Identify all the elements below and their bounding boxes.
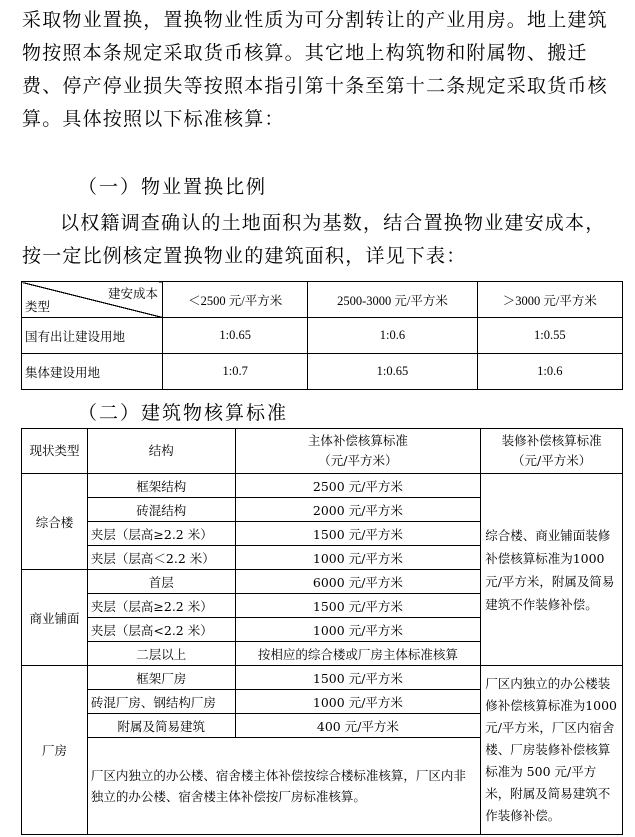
table-row — [22, 354, 623, 390]
ratio-value: 1:0.7 — [163, 354, 308, 390]
main-value: 1500 元/平方米 — [235, 594, 481, 618]
deco-note: 综合楼、商业铺面装修补偿核算标准为1000 元/平方米，附属及简易建筑不作装修补偿。 — [481, 474, 623, 666]
structure-cell: 夹层（层高＜2.2 米） — [87, 546, 235, 570]
main-value: 1000 元/平方米 — [235, 690, 481, 714]
structure-cell: 二层以上 — [87, 642, 235, 666]
group-name: 厂房 — [22, 666, 88, 835]
structure-cell: 夹层（层高≥2.2 米） — [87, 522, 235, 546]
structure-cell: 夹层（层高<2.2 米） — [87, 618, 235, 642]
table-row — [22, 474, 623, 498]
intro-paragraph: 采取物业置换，置换物业性质为可分割转让的产业用房。地上建筑物按照本条规定采取货币核算。其它地上构筑物和附属物、搬迁费、停产停业损失等按照本指引第十条至第十二条规定采取货币核算。具体按照以下标准核算： — [22, 9, 608, 130]
ratio-value: 1:0.65 — [163, 318, 308, 354]
deco-note: 厂区内独立的办公楼装修补偿核算标准为1000 元/平方米，厂区内宿舍楼、厂房装修补偿核算标准为 500 元/平方米，附属及简易建筑不作装修补偿。 — [481, 666, 623, 835]
group-name: 综合楼 — [22, 474, 88, 570]
main-value: 1500 元/平方米 — [235, 522, 481, 546]
ratio-value: 1:0.55 — [477, 318, 622, 354]
row-type: 集体建设用地 — [22, 354, 163, 390]
ratio-value: 1:0.6 — [308, 318, 477, 354]
section-heading-ratio: （一）物业置换比例 — [78, 176, 268, 198]
diagonal-header-cell — [22, 282, 163, 318]
row-type: 国有出让建设用地 — [22, 318, 163, 354]
ratio-value: 1:0.6 — [477, 354, 622, 390]
structure-cell: 砖混厂房、钢结构厂房 — [87, 690, 235, 714]
table-row — [22, 318, 623, 354]
ratio-value: 1:0.65 — [308, 354, 477, 390]
header-type: 现状类型 — [22, 429, 88, 474]
main-value: 1500 元/平方米 — [235, 666, 481, 690]
ratio-paragraph: 以权籍调查确认的土地面积为基数，结合置换物业建安成本，按一定比例核定置换物业的建筑面积，详见下表： — [22, 212, 606, 267]
main-value: 1000 元/平方米 — [235, 618, 481, 642]
main-note: 厂区内独立的办公楼、宿舍楼主体补偿按综合楼标准核算，厂区内非独立的办公楼、宿舍楼主体补偿按厂房标准核算。 — [87, 738, 480, 835]
header-deco-standard: 装修补偿核算标准 （元/平方米） — [481, 429, 623, 474]
main-value: 2000 元/平方米 — [235, 498, 481, 522]
header-structure: 结构 — [87, 429, 235, 474]
group-name: 商业铺面 — [22, 570, 88, 666]
main-value: 1000 元/平方米 — [235, 546, 481, 570]
table-row — [22, 666, 623, 690]
main-value: 2500 元/平方米 — [235, 474, 481, 498]
column-header: ＜2500 元/平方米 — [163, 282, 308, 318]
main-value: 6000 元/平方米 — [235, 570, 481, 594]
structure-cell: 框架结构 — [87, 474, 235, 498]
structure-cell: 砖混结构 — [87, 498, 235, 522]
ratio-table — [21, 281, 623, 390]
main-value: 按相应的综合楼或厂房主体标准核算 — [235, 642, 481, 666]
column-header: 2500-3000 元/平方米 — [308, 282, 477, 318]
column-header: ＞3000 元/平方米 — [477, 282, 622, 318]
structure-cell: 框架厂房 — [87, 666, 235, 690]
header-type: 类型 — [25, 300, 51, 314]
standard-table — [21, 428, 623, 835]
structure-cell: 附属及简易建筑 — [87, 714, 235, 738]
structure-cell: 夹层（层高≥2.2 米） — [87, 594, 235, 618]
header-main-standard: 主体补偿核算标准 （元/平方米） — [235, 429, 481, 474]
structure-cell: 首层 — [87, 570, 235, 594]
main-value: 400 元/平方米 — [235, 714, 481, 738]
header-cost: 建安成本 — [107, 287, 158, 301]
section-heading-standard: （二）建筑物核算标准 — [78, 402, 289, 424]
